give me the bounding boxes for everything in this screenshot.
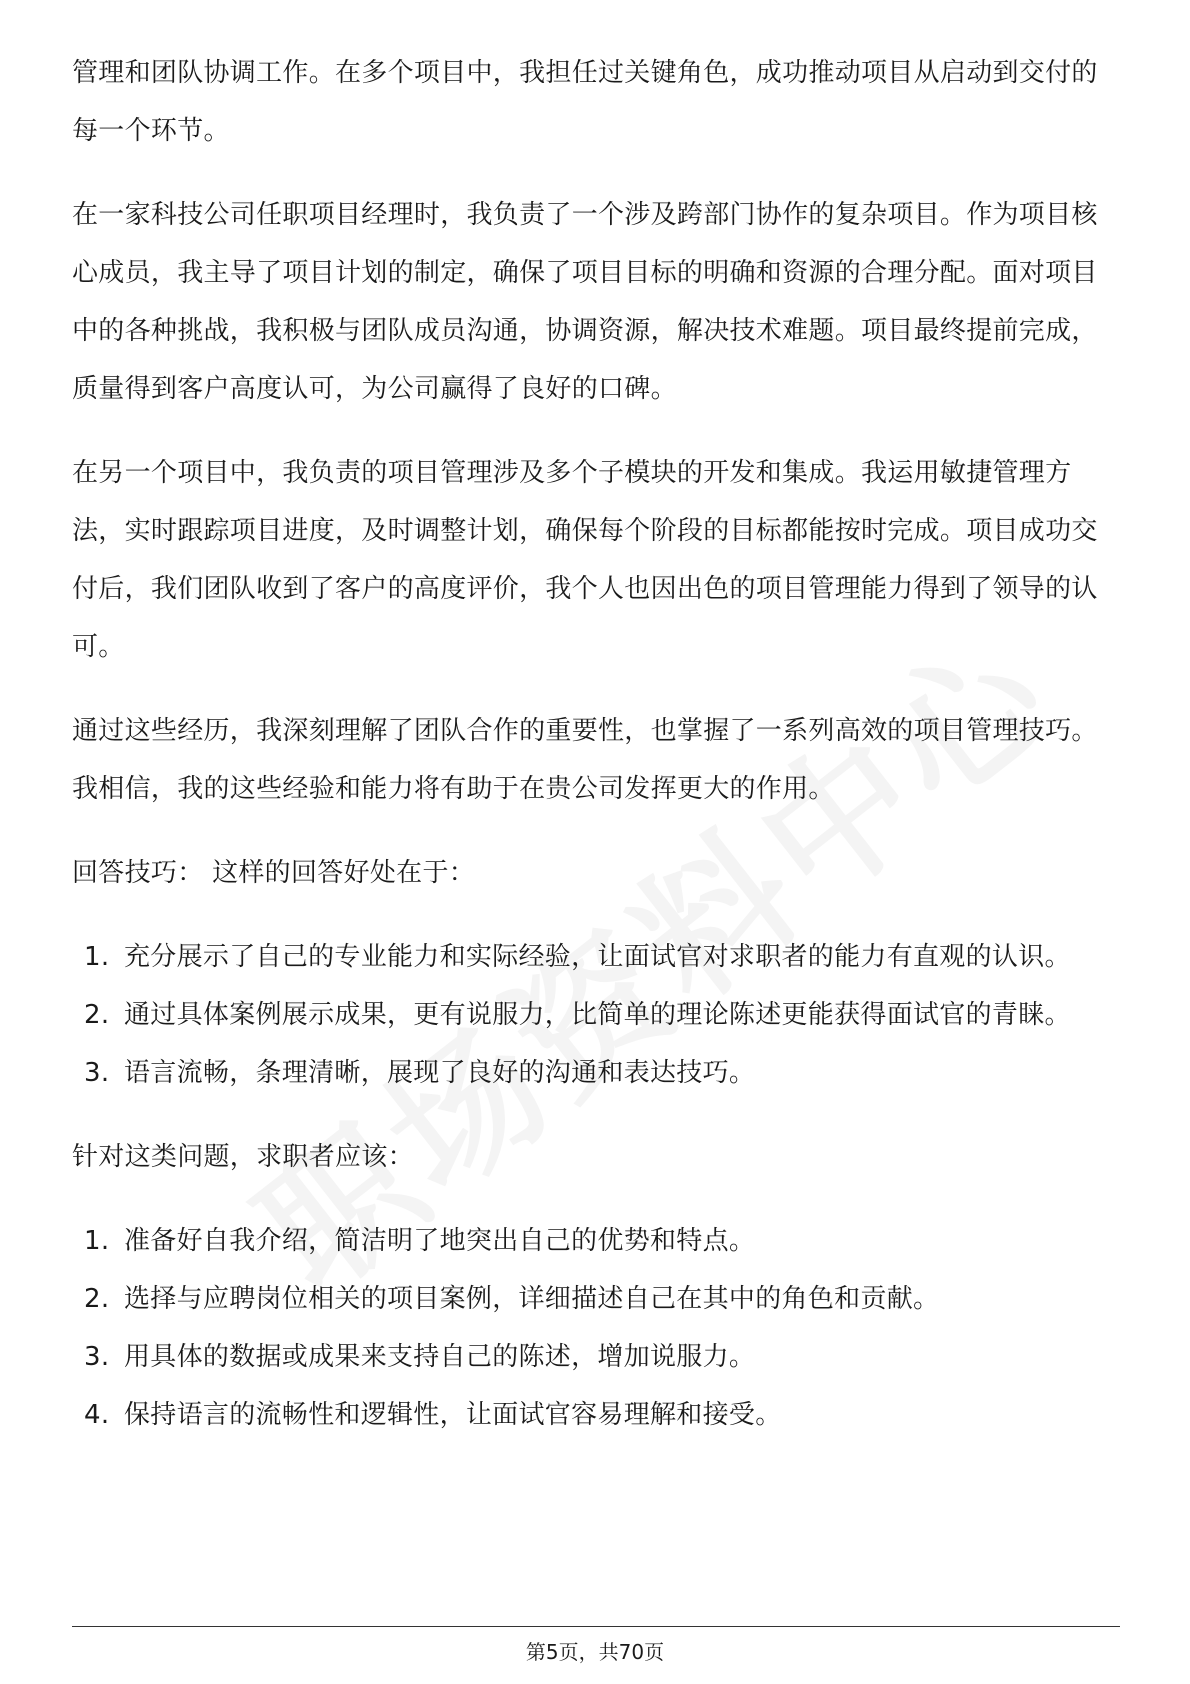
list-item-number: 2. bbox=[84, 1284, 110, 1314]
list-item bbox=[72, 1386, 1120, 1444]
list-item bbox=[72, 1044, 1120, 1102]
list-item bbox=[72, 928, 1120, 986]
list-item-number: 3. bbox=[84, 1058, 110, 1088]
list-item-text: 语言流畅，条理清晰，展现了良好的沟通和表达技巧。 bbox=[124, 1058, 756, 1088]
tips-heading: 回答技巧： 这样的回答好处在于： bbox=[72, 858, 476, 888]
list-item-text: 保持语言的流畅性和逻辑性，让面试官容易理解和接受。 bbox=[124, 1400, 782, 1430]
advice-list bbox=[72, 1212, 1120, 1444]
list-item-number: 1. bbox=[84, 942, 110, 972]
paragraph-tech-company-project: 在一家科技公司任职项目经理时，我负责了一个涉及跨部门协作的复杂项目。作为项目核心成员，我主导了项目计划的制定，确保了项目目标的明确和资源的合理分配。面对项目中的各种挑战，我积极与团队成员沟通，协调资源，解决技术难题。项目最终提前完成，质量得到客户高度认可，为公司赢得了良好的口碑。 bbox=[72, 200, 1098, 404]
paragraph-agile-project: 在另一个项目中，我负责的项目管理涉及多个子模块的开发和集成。我运用敏捷管理方法，实时跟踪项目进度，及时调整计划，确保每个阶段的目标都能按时完成。项目成功交付后，我们团队收到了客户的高度评价，我个人也因出色的项目管理能力得到了领导的认可。 bbox=[72, 458, 1098, 662]
footer-divider bbox=[72, 1626, 1120, 1627]
paragraph-intro-continued: 管理和团队协调工作。在多个项目中，我担任过关键角色，成功推动项目从启动到交付的每一个环节。 bbox=[72, 58, 1098, 146]
list-item bbox=[72, 1212, 1120, 1270]
page-content bbox=[72, 44, 1120, 1470]
list-item bbox=[72, 1270, 1120, 1328]
list-item bbox=[72, 1328, 1120, 1386]
list-item-number: 3. bbox=[84, 1342, 110, 1372]
list-item-number: 1. bbox=[84, 1226, 110, 1256]
list-item-text: 通过具体案例展示成果，更有说服力，比简单的理论陈述更能获得面试官的青睐。 bbox=[124, 1000, 1071, 1030]
tips-list bbox=[72, 928, 1120, 1102]
list-item-number: 4. bbox=[84, 1400, 110, 1430]
list-item-text: 准备好自我介绍，简洁明了地突出自己的优势和特点。 bbox=[124, 1226, 756, 1256]
advice-heading: 针对这类问题，求职者应该： bbox=[72, 1142, 414, 1172]
list-item-text: 充分展示了自己的专业能力和实际经验，让面试官对求职者的能力有直观的认识。 bbox=[124, 942, 1071, 972]
page-number: 第5页，共70页 bbox=[525, 1640, 665, 1664]
list-item-text: 选择与应聘岗位相关的项目案例，详细描述自己在其中的角色和贡献。 bbox=[124, 1284, 940, 1314]
list-item-number: 2. bbox=[84, 1000, 110, 1030]
list-item bbox=[72, 986, 1120, 1044]
paragraph-summary: 通过这些经历，我深刻理解了团队合作的重要性，也掌握了一系列高效的项目管理技巧。我相信，我的这些经验和能力将有助于在贵公司发挥更大的作用。 bbox=[72, 716, 1098, 804]
list-item-text: 用具体的数据或成果来支持自己的陈述，增加说服力。 bbox=[124, 1342, 756, 1372]
